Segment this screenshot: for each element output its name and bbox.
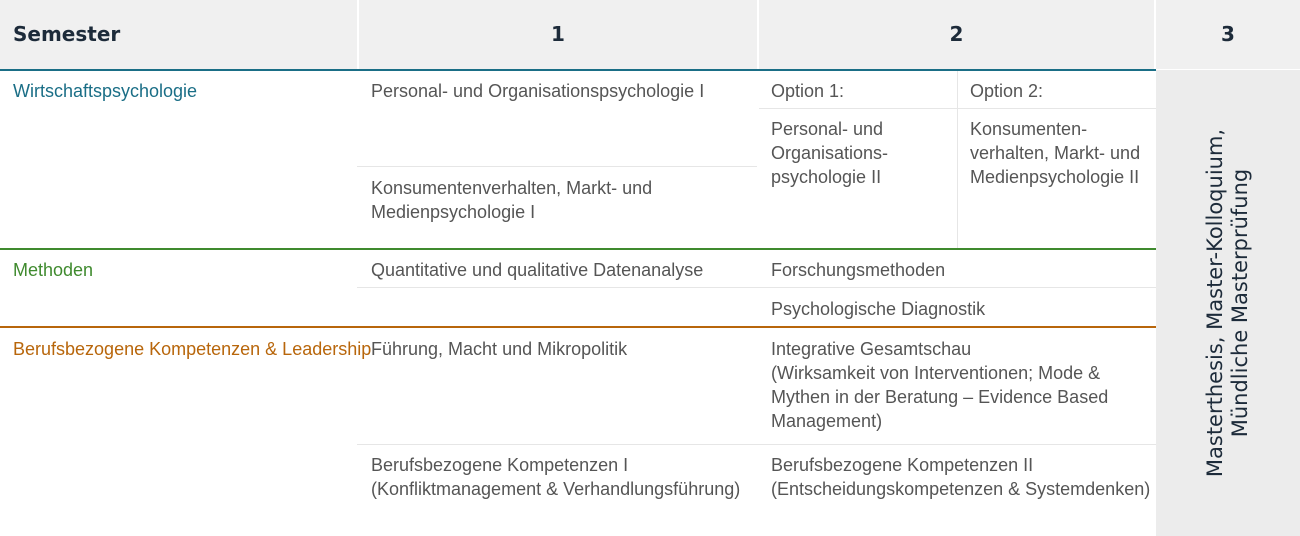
divider-methoden	[0, 248, 1156, 250]
option1-line2: Organisations-	[771, 143, 889, 163]
course-konsumenten-1-line1: Konsumentenverhalten, Markt- und	[371, 178, 653, 198]
sem3-column	[1156, 70, 1300, 536]
beruf1-line2: (Konfliktmanagement & Verhandlungsführung)	[371, 479, 741, 499]
option1-line1: Personal- und	[771, 119, 884, 139]
option-1-label: Option 1:	[771, 81, 845, 101]
course-option2-konsumenten-2	[970, 117, 1140, 189]
course-datenanalyse: Quantitative und qualitative Datenanalyse	[371, 260, 704, 280]
option1-line3: psychologie II	[771, 167, 882, 187]
integrative-line3: Mythen in der Beratung – Evidence Based	[771, 387, 1109, 407]
header-sem2-label: 2	[949, 22, 964, 46]
integrative-line2: (Wirksamkeit von Interventionen; Mode &	[771, 363, 1101, 383]
course-diagnostik: Psychologische Diagnostik	[771, 299, 986, 319]
category-berufsbezogene: Berufsbezogene Kompetenzen & Leadership	[13, 339, 372, 359]
header-semester-label: Semester	[13, 22, 121, 46]
category-wirtschaftspsychologie: Wirtschaftspsychologie	[13, 81, 198, 101]
sem3-line2: Mündliche Masterprüfung	[1228, 168, 1253, 438]
course-option1-personal-orga-2	[771, 117, 888, 189]
course-personal-orga-1: Personal- und Organisationspsychologie I	[371, 81, 705, 101]
sem3-line1: Masterthesis, Master-Kolloquium,	[1203, 128, 1228, 478]
option2-line3: Medienpsychologie II	[970, 167, 1140, 187]
course-berufsbezogene-1	[371, 453, 740, 501]
divider-wirtschaft	[0, 69, 1156, 71]
integrative-line4: Management)	[771, 411, 883, 431]
option-divider	[957, 71, 958, 248]
option-2-label: Option 2:	[970, 81, 1044, 101]
option2-line2: verhalten, Markt- und	[970, 143, 1141, 163]
option2-line1: Konsumenten-	[970, 119, 1088, 139]
course-konsumenten-1-line2: Medienpsychologie I	[371, 202, 536, 222]
row-separator	[357, 444, 1156, 445]
course-integrative-gesamtschau	[771, 337, 1108, 433]
divider-beruf	[0, 326, 1156, 328]
header-sem1-label: 1	[551, 22, 565, 46]
course-konsumenten-1	[371, 176, 652, 224]
course-berufsbezogene-2	[771, 453, 1150, 501]
sem3-text	[1203, 129, 1253, 477]
row-separator	[357, 166, 757, 167]
integrative-line1: Integrative Gesamtschau	[771, 339, 972, 359]
beruf2-line1: Berufsbezogene Kompetenzen II	[771, 455, 1034, 475]
header-sem3-label: 3	[1221, 22, 1235, 46]
category-methoden: Methoden	[13, 260, 94, 280]
course-fuehrung: Führung, Macht und Mikropolitik	[371, 339, 628, 359]
course-forschungsmethoden: Forschungsmethoden	[771, 260, 946, 280]
row-separator	[357, 287, 1156, 288]
beruf1-line1: Berufsbezogene Kompetenzen I	[371, 455, 629, 475]
beruf2-line2: (Entscheidungskompetenzen & Systemdenken)	[771, 479, 1151, 499]
